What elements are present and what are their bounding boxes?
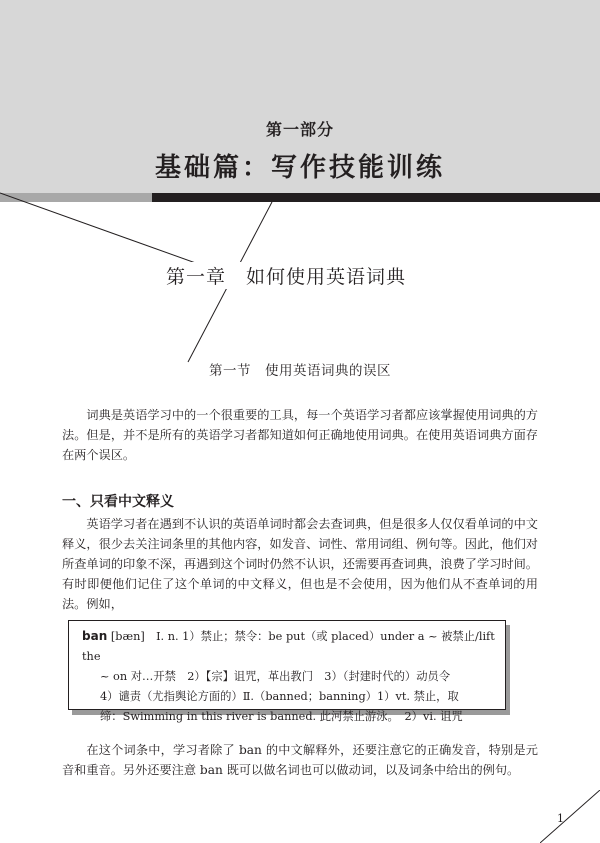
body-paragraph: 英语学习者在遇到不认识的英语单词时都会去查词典，但是很多人仅仅看单词的中文释义，很少去关注词条里的其他内容，如发音、词性、常用词组、例句等。因此，他们对所查单词的印象不深，再遇到这个词时仍然不认识，还需要再查词典，浪费了学习时间。有时即便他们记住了这个单词的中文释义，但也是不会使用，因为他们从不查单词的用法。例如， (62, 517, 538, 611)
page-number: 1 (557, 812, 564, 825)
entry-line-2: ~ on 对…开禁 2）【宗】诅咒，革出教门 3）（封建时代的）动员令 (100, 670, 451, 683)
entry-line-1-text: [bæn] Ⅰ. n. 1）禁止；禁令：be put（或 placed）under a ~ 被禁止/lift the (82, 630, 495, 663)
part-title: 基础篇：写作技能训练 (154, 153, 445, 183)
subheading-only-chinese-meaning: 一、只看中文释义 (62, 494, 174, 510)
entry-headword: ban (82, 629, 108, 643)
entry-line-1 (82, 626, 496, 667)
intro-paragraph: 词典是英语学习中的一个很重要的工具，每一个英语学习者都应该掌握使用词典的方法。但是，并不是所有的英语学习者都知道如何正确地使用词典。在使用英语词典方面存在两个误区。 (62, 408, 538, 462)
page-corner-decoration (540, 790, 600, 843)
dictionary-entry (82, 626, 496, 727)
closing-paragraph: 在这个词条中，学习者除了 ban 的中文解释外，还要注意它的正确发音，特别是元音和重音。另外还要注意 ban 既可以做名词也可以做动词，以及词条中给出的例句。 (62, 743, 538, 777)
part-label: 第一部分 (265, 120, 334, 139)
chapter-title: 第一章 如何使用英语词典 (162, 262, 410, 289)
entry-line-4: 缔：Swimming in this river is banned. 此河禁止游泳。 2）vi. 诅咒 (100, 710, 463, 723)
entry-line-3: 4）谴责（尤指舆论方面的）Ⅱ.（banned；banning）1）vt. 禁止，取 (100, 690, 459, 703)
section-title: 第一节 使用英语词典的误区 (209, 363, 391, 379)
